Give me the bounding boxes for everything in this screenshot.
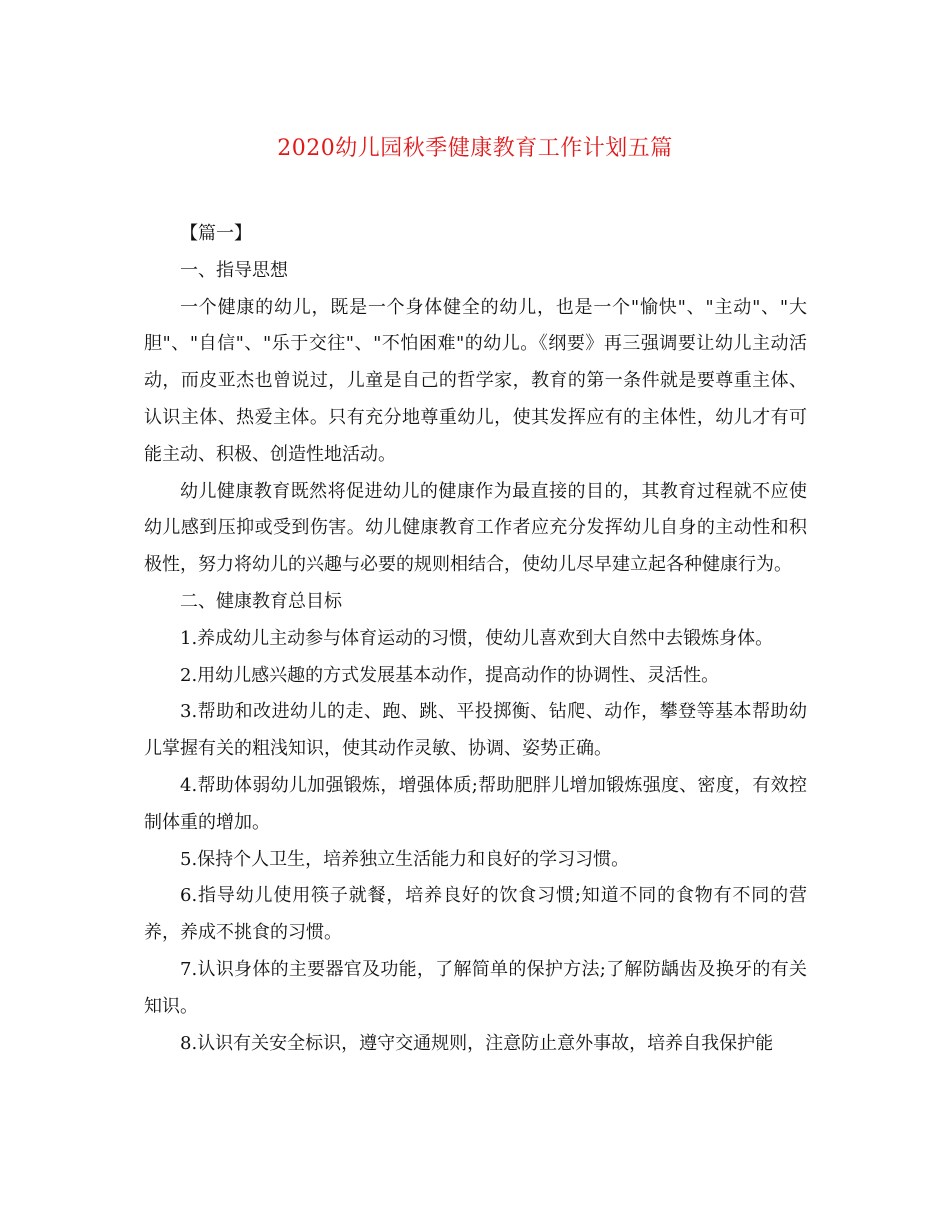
- list-item: 1.养成幼儿主动参与体育运动的习惯，使幼儿喜欢到大自然中去锻炼身体。: [180, 627, 774, 649]
- section-heading: 二、健康教育总目标: [180, 590, 342, 612]
- document-body: [144, 216, 807, 1062]
- section-heading: 一、指导思想: [180, 259, 288, 281]
- section-marker: 【篇一】: [180, 223, 252, 244]
- list-item: 5.保持个人卫生，培养独立生活能力和良好的学习习惯。: [180, 848, 630, 870]
- list-item: 2.用幼儿感兴趣的方式发展基本动作，提高动作的协调性、灵活性。: [180, 664, 720, 686]
- list-item: 3.帮助和改进幼儿的走、跑、跳、平投掷衡、钻爬、动作，攀登等基本帮助幼儿掌握有关的粗浅知识，使其动作灵敏、协调、姿势正确。: [144, 701, 807, 760]
- paragraph: 一个健康的幼儿，既是一个身体健全的幼儿，也是一个"愉快"、"主动"、"大胆"、"自信"、"乐于交往"、"不怕困难"的幼儿。《纲要》再三强调要让幼儿主动活动，而皮亚杰也曾说过，儿童是自己的哲学家，教育的第一条件就是要尊重主体、认识主体、热爱主体。只有充分地尊重幼儿，使其发挥应有的主体性，幼儿才有可能主动、积极、创造性地活动。: [144, 296, 807, 465]
- list-item: 4.帮助体弱幼儿加强锻炼，增强体质;帮助肥胖儿增加锻炼强度、密度，有效控制体重的增加。: [144, 774, 807, 833]
- paragraph: 幼儿健康教育既然将促进幼儿的健康作为最直接的目的，其教育过程就不应使幼儿感到压抑或受到伤害。幼儿健康教育工作者应充分发挥幼儿自身的主动性和积极性，努力将幼儿的兴趣与必要的规则相结合，使幼儿尽早建立起各种健康行为。: [144, 480, 807, 576]
- document-title: 2020幼儿园秋季健康教育工作计划五篇: [277, 136, 673, 161]
- list-item: 6.指导幼儿使用筷子就餐，培养良好的饮食习惯;知道不同的食物有不同的营养，养成不挑食的习惯。: [144, 885, 807, 944]
- list-item: 8.认识有关安全标识，遵守交通规则，注意防止意外事故，培养自我保护能: [180, 1032, 774, 1054]
- list-item: 7.认识身体的主要器官及功能，了解简单的保护方法;了解防龋齿及换牙的有关知识。: [144, 958, 807, 1017]
